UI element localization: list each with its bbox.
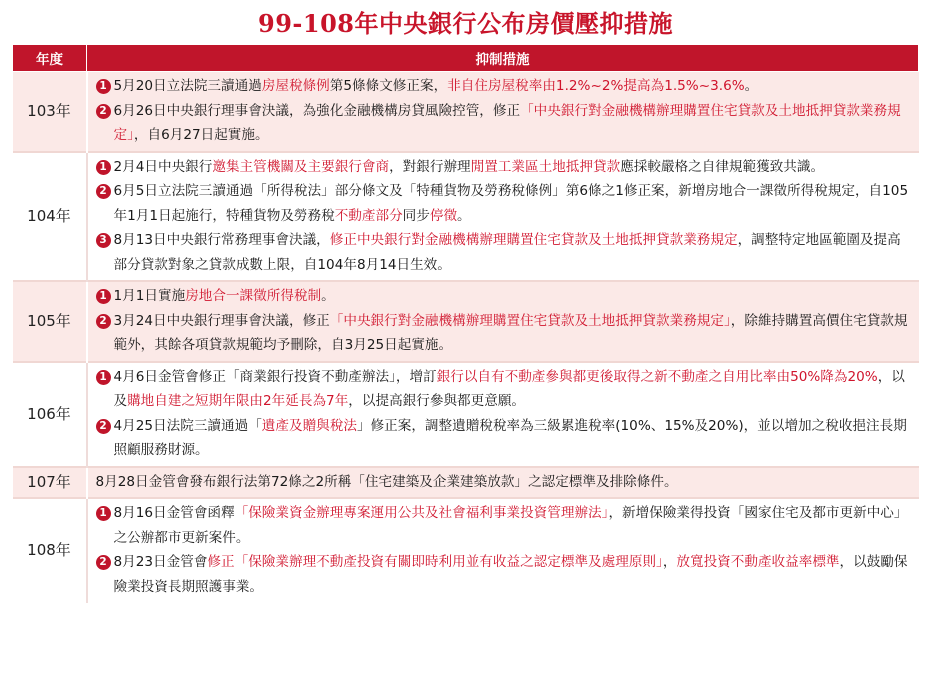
highlighted-text: 邀集主管機關及主要銀行會商 bbox=[212, 158, 390, 175]
highlighted-text: 閒置工業區土地抵押貸款 bbox=[470, 158, 621, 175]
item-number-badge: 2 bbox=[96, 184, 111, 199]
measures-cell bbox=[87, 281, 919, 362]
highlighted-text: 放寬投資不動產收益率標準 bbox=[676, 554, 840, 570]
item-number-badge: 1 bbox=[96, 370, 111, 385]
measure-item bbox=[96, 309, 911, 358]
measure-text: ，對銀行辦理 bbox=[389, 158, 471, 175]
header-measures: 抑制措施 bbox=[87, 45, 919, 72]
item-number-badge: 3 bbox=[96, 233, 111, 248]
measure-text: 8月23日金管會 bbox=[113, 554, 208, 570]
highlighted-text: 不動產部分 bbox=[334, 207, 403, 224]
item-number-badge: 2 bbox=[96, 419, 111, 434]
measure-text: 4月25日法院三讀通過「 bbox=[113, 417, 262, 434]
table-body bbox=[13, 72, 919, 603]
highlighted-text: 非自住房屋稅率由1.2%~2%提高為1.5%~3.6% bbox=[447, 78, 745, 94]
measure-text: 2月4日中央銀行 bbox=[113, 158, 213, 175]
measure-text: 3月24日中央銀行理事會決議，修正 bbox=[113, 312, 330, 329]
table-row bbox=[13, 362, 919, 467]
table-row bbox=[13, 467, 919, 499]
measure-item bbox=[96, 365, 911, 414]
highlighted-text: 修正中央銀行對金融機構辦理購置住宅貸款及土地抵押貸款業務規定 bbox=[329, 232, 738, 248]
year-cell: 105年 bbox=[13, 281, 87, 362]
measure-text: ，調整特定地區範圍及提高部分貸款對象之貸款成數上限，自104年8月14日生效。 bbox=[113, 232, 901, 273]
highlighted-text: 遺產及贈與稅法 bbox=[261, 417, 357, 434]
table-row bbox=[13, 498, 919, 603]
item-number-badge: 1 bbox=[96, 289, 111, 304]
measures-cell bbox=[87, 467, 919, 499]
table-row bbox=[13, 152, 919, 282]
measure-text: ，自6月27日起實施。 bbox=[133, 127, 269, 143]
item-number-badge: 1 bbox=[96, 79, 111, 94]
measure-item bbox=[96, 550, 911, 599]
measure-text: ，以鼓勵保險業投資長期照護事業。 bbox=[113, 554, 908, 595]
measure-item bbox=[96, 470, 911, 495]
measure-text: 同步 bbox=[402, 207, 430, 224]
measure-text: ，除維持購置高價住宅貸款規範外，其餘各項貸款規範均予刪除，自3月25日起實施。 bbox=[113, 312, 908, 353]
highlighted-text: 停徵 bbox=[429, 207, 458, 224]
measure-text: 。 bbox=[321, 288, 335, 304]
table-header-row bbox=[13, 45, 919, 72]
item-number-badge: 1 bbox=[96, 506, 111, 521]
measure-text: 6月5日立法院三讀通過「所得稅法」部分條文及「特種貨物及勞務稅條例」第6條之1修正案，新增房地合一課徵所得稅規定，自105年1月1日起施行，特種貨物及勞務稅 bbox=[113, 183, 909, 224]
measure-text: ，新增保險業得投資「國家住宅及都市更新中心」之公辦都市更新案件。 bbox=[113, 505, 908, 546]
highlighted-text: 修正「保險業辦理不動產投資有關即時利用並有收益之認定標準及處理原則」 bbox=[207, 554, 663, 570]
year-cell: 104年 bbox=[13, 152, 87, 282]
highlighted-text: 房屋稅條例 bbox=[261, 78, 330, 94]
measures-cell bbox=[87, 498, 919, 603]
measure-text: 應採較嚴格之自律規範獲致共識。 bbox=[620, 158, 825, 175]
measure-text: 6月26日中央銀行理事會決議，為強化金融機構房貸風險控管，修正 bbox=[113, 102, 521, 119]
highlighted-text: 「中央銀行對金融機構辦理購置住宅貸款及土地抵押貸款業務規定」 bbox=[329, 312, 731, 329]
measure-item bbox=[96, 284, 911, 309]
highlighted-text: 「保險業資金辦理專案運用公共及社會福利事業投資管理辦法」 bbox=[234, 505, 609, 521]
measure-text: 。 bbox=[744, 78, 759, 94]
highlighted-text: 「中央銀行對金融機構辦理購置住宅貸款及土地抵押貸款業務規定」 bbox=[113, 102, 901, 143]
measures-cell bbox=[87, 362, 919, 467]
year-cell: 107年 bbox=[13, 467, 87, 499]
highlighted-text: 房地合一課徵所得稅制 bbox=[185, 288, 322, 304]
measures-table bbox=[12, 44, 919, 603]
header-year: 年度 bbox=[13, 45, 87, 72]
measure-text: 5月20日立法院三讀通過 bbox=[113, 78, 262, 94]
measure-text: 。 bbox=[457, 207, 471, 224]
measure-item bbox=[96, 155, 911, 180]
measure-text: 1月1日實施 bbox=[113, 288, 186, 304]
measure-text: 8月28日金管會發布銀行法第72條之2所稱「住宅建築及企業建築放款」之認定標準及排除條件。 bbox=[95, 473, 678, 490]
measure-item bbox=[96, 74, 911, 99]
measure-text: 」修正案，調整遺贈稅稅率為三級累進稅率(10%、15%及20%)，並以增加之稅收挹注長期照顧服務財源。 bbox=[113, 417, 907, 458]
measure-text: ，以及 bbox=[113, 368, 905, 409]
measure-item bbox=[96, 414, 911, 463]
measure-text: 第5條條文修正案， bbox=[329, 78, 448, 94]
measures-cell bbox=[87, 152, 919, 282]
item-number-badge: 2 bbox=[96, 555, 111, 570]
year-cell: 106年 bbox=[13, 362, 87, 467]
item-number-badge: 2 bbox=[96, 314, 111, 329]
measure-text: 4月6日金管會修正「商業銀行投資不動產辦法」，增訂 bbox=[113, 368, 437, 385]
highlighted-text: 購地自建之短期年限由2年延長為7年 bbox=[127, 393, 349, 409]
page-title: 99-108年中央銀行公布房價壓抑措施 bbox=[258, 9, 673, 38]
year-cell: 108年 bbox=[13, 498, 87, 603]
measure-text: 8月13日中央銀行常務理事會決議， bbox=[113, 232, 330, 248]
measure-item bbox=[96, 99, 911, 148]
table-row bbox=[13, 72, 919, 152]
table-row bbox=[13, 281, 919, 362]
year-cell: 103年 bbox=[13, 72, 87, 152]
measures-cell bbox=[87, 72, 919, 152]
item-number-badge: 1 bbox=[96, 160, 111, 175]
measure-text: ， bbox=[662, 554, 677, 570]
measure-text: 8月16日金管會函釋 bbox=[113, 505, 235, 521]
measure-text: ，以提高銀行參與都更意願。 bbox=[348, 393, 526, 409]
measure-item bbox=[96, 179, 911, 228]
item-number-badge: 2 bbox=[96, 104, 111, 119]
measure-item bbox=[96, 228, 911, 277]
highlighted-text: 銀行以自有不動產參與都更後取得之新不動產之自用比率由50%降為20% bbox=[436, 368, 878, 385]
measure-item bbox=[96, 501, 911, 550]
